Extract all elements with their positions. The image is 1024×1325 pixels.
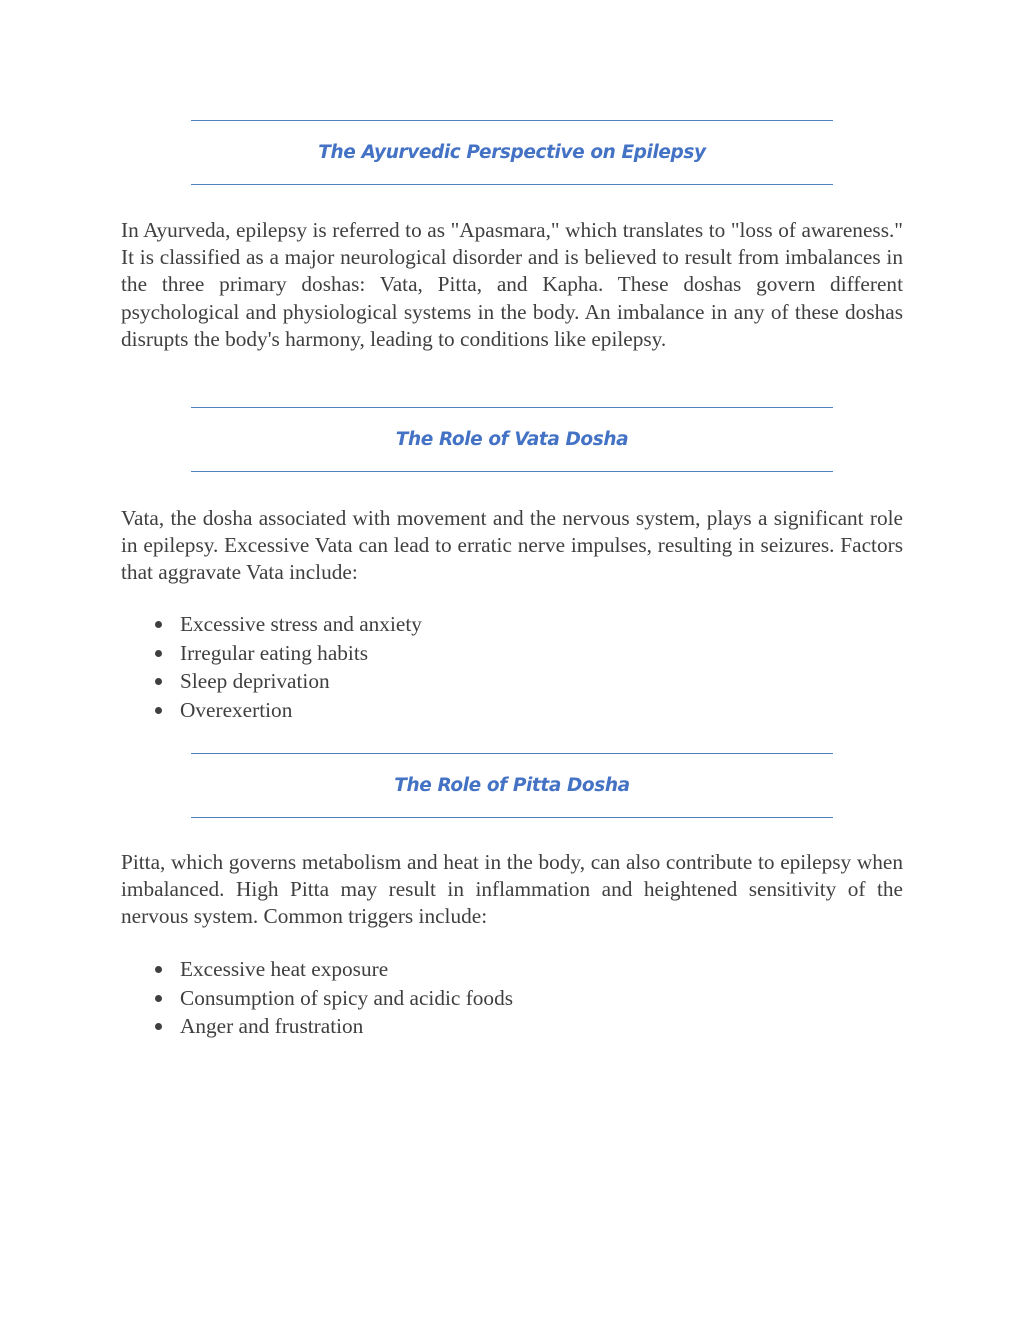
list-item: Excessive stress and anxiety [121, 610, 903, 639]
paragraph-vata: Vata, the dosha associated with movement and the nervous system, plays a significant role in epilepsy. Excessive Vata can lead to erratic nerve impulses, resulting in seizures. Factors that aggravate Vata include: [121, 506, 903, 585]
list-item: Anger and frustration [121, 1012, 903, 1041]
section-heading-text: The Role of Vata Dosha [395, 429, 629, 450]
section-heading-text: The Role of Pitta Dosha [394, 775, 630, 796]
paragraph-apasmara: In Ayurveda, epilepsy is referred to as "Apasmara," which translates to "loss of awareness." It is classified as a major neurological disorder and is believed to result from imbalances in the three primary doshas: Vata, Pitta, and Kapha. These doshas govern different psychological and physiological systems in the body. An imbalance in any of these doshas disrupts the body's harmony, leading to conditions like epilepsy. [121, 218, 903, 351]
bullet-icon [155, 621, 162, 628]
bullet-icon [155, 678, 162, 685]
paragraph-pitta: Pitta, which governs metabolism and heat in the body, can also contribute to epilepsy when imbalanced. High Pitta may result in inflammation and heightened sensitivity of the nervous system. Common triggers include: [121, 850, 903, 929]
pitta-triggers-list [121, 955, 903, 1041]
bullet-icon [155, 707, 162, 714]
bullet-icon [155, 966, 162, 973]
list-item: Irregular eating habits [121, 639, 903, 668]
section-heading-ayurvedic-perspective [191, 120, 833, 185]
vata-aggravators-list [121, 610, 903, 724]
list-item: Excessive heat exposure [121, 955, 903, 984]
list-item: Consumption of spicy and acidic foods [121, 984, 903, 1013]
list-item: Sleep deprivation [121, 667, 903, 696]
bullet-icon [155, 1023, 162, 1030]
bullet-icon [155, 650, 162, 657]
bullet-icon [155, 995, 162, 1002]
section-heading-vata-dosha [191, 407, 833, 472]
section-heading-text: The Ayurvedic Perspective on Epilepsy [318, 142, 706, 163]
list-item: Overexertion [121, 696, 903, 725]
section-heading-pitta-dosha [191, 753, 833, 818]
